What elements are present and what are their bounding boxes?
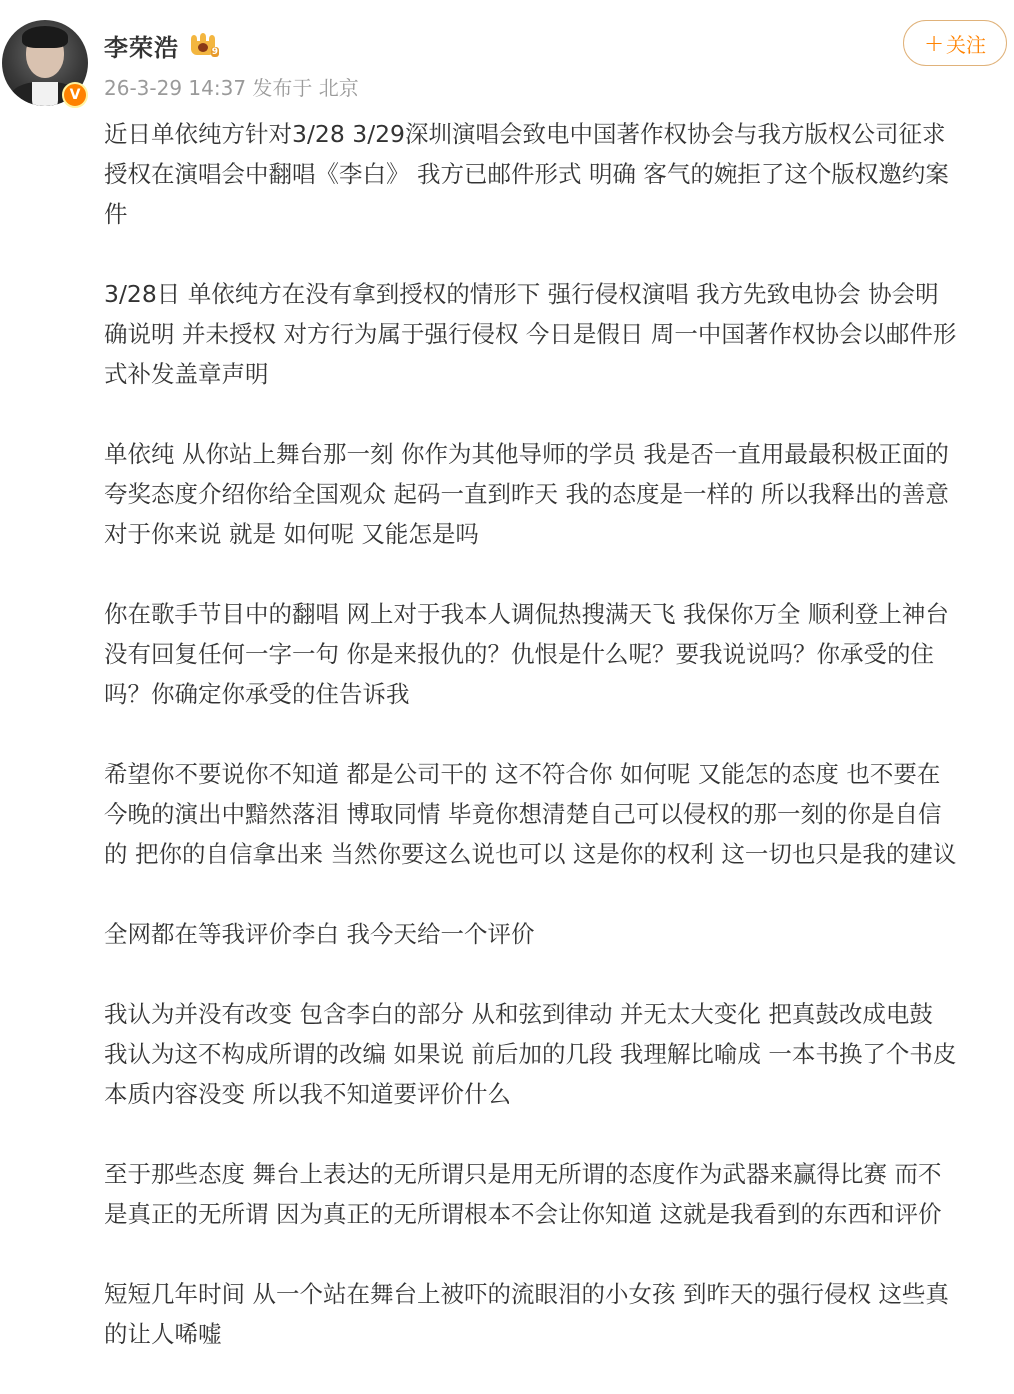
text-line: 授权在演唱会中翻唱《李白》 我方已邮件形式 明确 客气的婉拒了这个版权邀约案 xyxy=(104,160,949,188)
text-line: 本质内容没变 所以我不知道要评价什么 xyxy=(104,1080,511,1108)
level-badge: 9 xyxy=(211,47,218,57)
text-line: 我认为这不构成所谓的改编 如果说 前后加的几段 我理解比喻成 一本书换了个书皮 xyxy=(104,1040,957,1068)
text-line: 夸奖态度介绍你给全国观众 起码一直到昨天 我的态度是一样的 所以我释出的善意 xyxy=(104,480,949,508)
text-line: 希望你不要说你不知道 都是公司干的 这不符合你 如何呢 又能怎的态度 也不要在 xyxy=(104,760,941,788)
text-line: 式补发盖章声明 xyxy=(104,360,269,388)
follow-label: 关注 xyxy=(946,32,987,57)
crown-icon[interactable] xyxy=(189,33,217,57)
paragraph xyxy=(104,434,1014,554)
paragraph xyxy=(104,914,1014,954)
text-line: 确说明 并未授权 对方行为属于强行侵权 今日是假日 周一中国著作权协会以邮件形 xyxy=(104,320,957,348)
paragraph xyxy=(104,754,1014,874)
verified-badge-icon: V xyxy=(62,82,88,108)
paragraph xyxy=(104,274,1014,394)
text-line: 今晚的演出中黯然落泪 博取同情 毕竟你想清楚自己可以侵权的那一刻的你是自信 xyxy=(104,800,942,828)
paragraph xyxy=(104,594,1014,714)
text-line: 你在歌手节目中的翻唱 网上对于我本人调侃热搜满天飞 我保你万全 顺利登上神台 xyxy=(104,600,949,628)
post-content xyxy=(104,114,1014,1394)
text-line: 单依纯 从你站上舞台那一刻 你作为其他导师的学员 我是否一直用最最积极正面的 xyxy=(104,440,949,468)
text-line: 对于你来说 就是 如何呢 又能怎是吗 xyxy=(104,520,479,548)
paragraph xyxy=(104,1154,1014,1234)
text-line: 3/28日 单依纯方在没有拿到授权的情形下 强行侵权演唱 我方先致电协会 协会明 xyxy=(104,280,939,308)
text-line: 的让人唏嘘 xyxy=(104,1320,222,1348)
avatar-hair xyxy=(22,26,68,48)
text-line: 至于那些态度 舞台上表达的无所谓只是用无所谓的态度作为武器来赢得比赛 而不 xyxy=(104,1160,942,1188)
avatar-collar xyxy=(32,82,58,106)
text-line: 全网都在等我评价李白 我今天给一个评价 xyxy=(104,920,535,948)
text-line: 短短几年时间 从一个站在舞台上被吓的流眼泪的小女孩 到昨天的强行侵权 这些真 xyxy=(104,1280,949,1308)
text-line: 我认为并没有改变 包含李白的部分 从和弦到律动 并无太大变化 把真鼓改成电鼓 xyxy=(104,1000,933,1028)
post-meta: 26-3-29 14:37 发布于 北京 xyxy=(104,76,359,100)
text-line: 件 xyxy=(104,200,128,228)
crown-tip xyxy=(200,33,206,41)
text-line: 是真正的无所谓 因为真正的无所谓根本不会让你知道 这就是我看到的东西和评价 xyxy=(104,1200,942,1228)
author-name[interactable]: 李荣浩 xyxy=(104,33,179,62)
text-line: 的 把你的自信拿出来 当然你要这么说也可以 这是你的权利 这一切也只是我的建议 xyxy=(104,840,957,868)
plus-icon: + xyxy=(923,29,945,57)
paragraph xyxy=(104,1274,1014,1354)
crown-gem xyxy=(198,43,208,52)
text-line: 吗？你确定你承受的住告诉我 xyxy=(104,680,410,708)
follow-button[interactable] xyxy=(903,20,1007,66)
text-line: 近日单依纯方针对3/28 3/29深圳演唱会致电中国著作权协会与我方版权公司征求 xyxy=(104,120,946,148)
text-line: 没有回复任何一字一句 你是来报仇的？仇恨是什么呢？要我说说吗？你承受的住 xyxy=(104,640,934,668)
paragraph xyxy=(104,114,1014,234)
paragraph xyxy=(104,994,1014,1114)
author-header xyxy=(104,28,217,62)
